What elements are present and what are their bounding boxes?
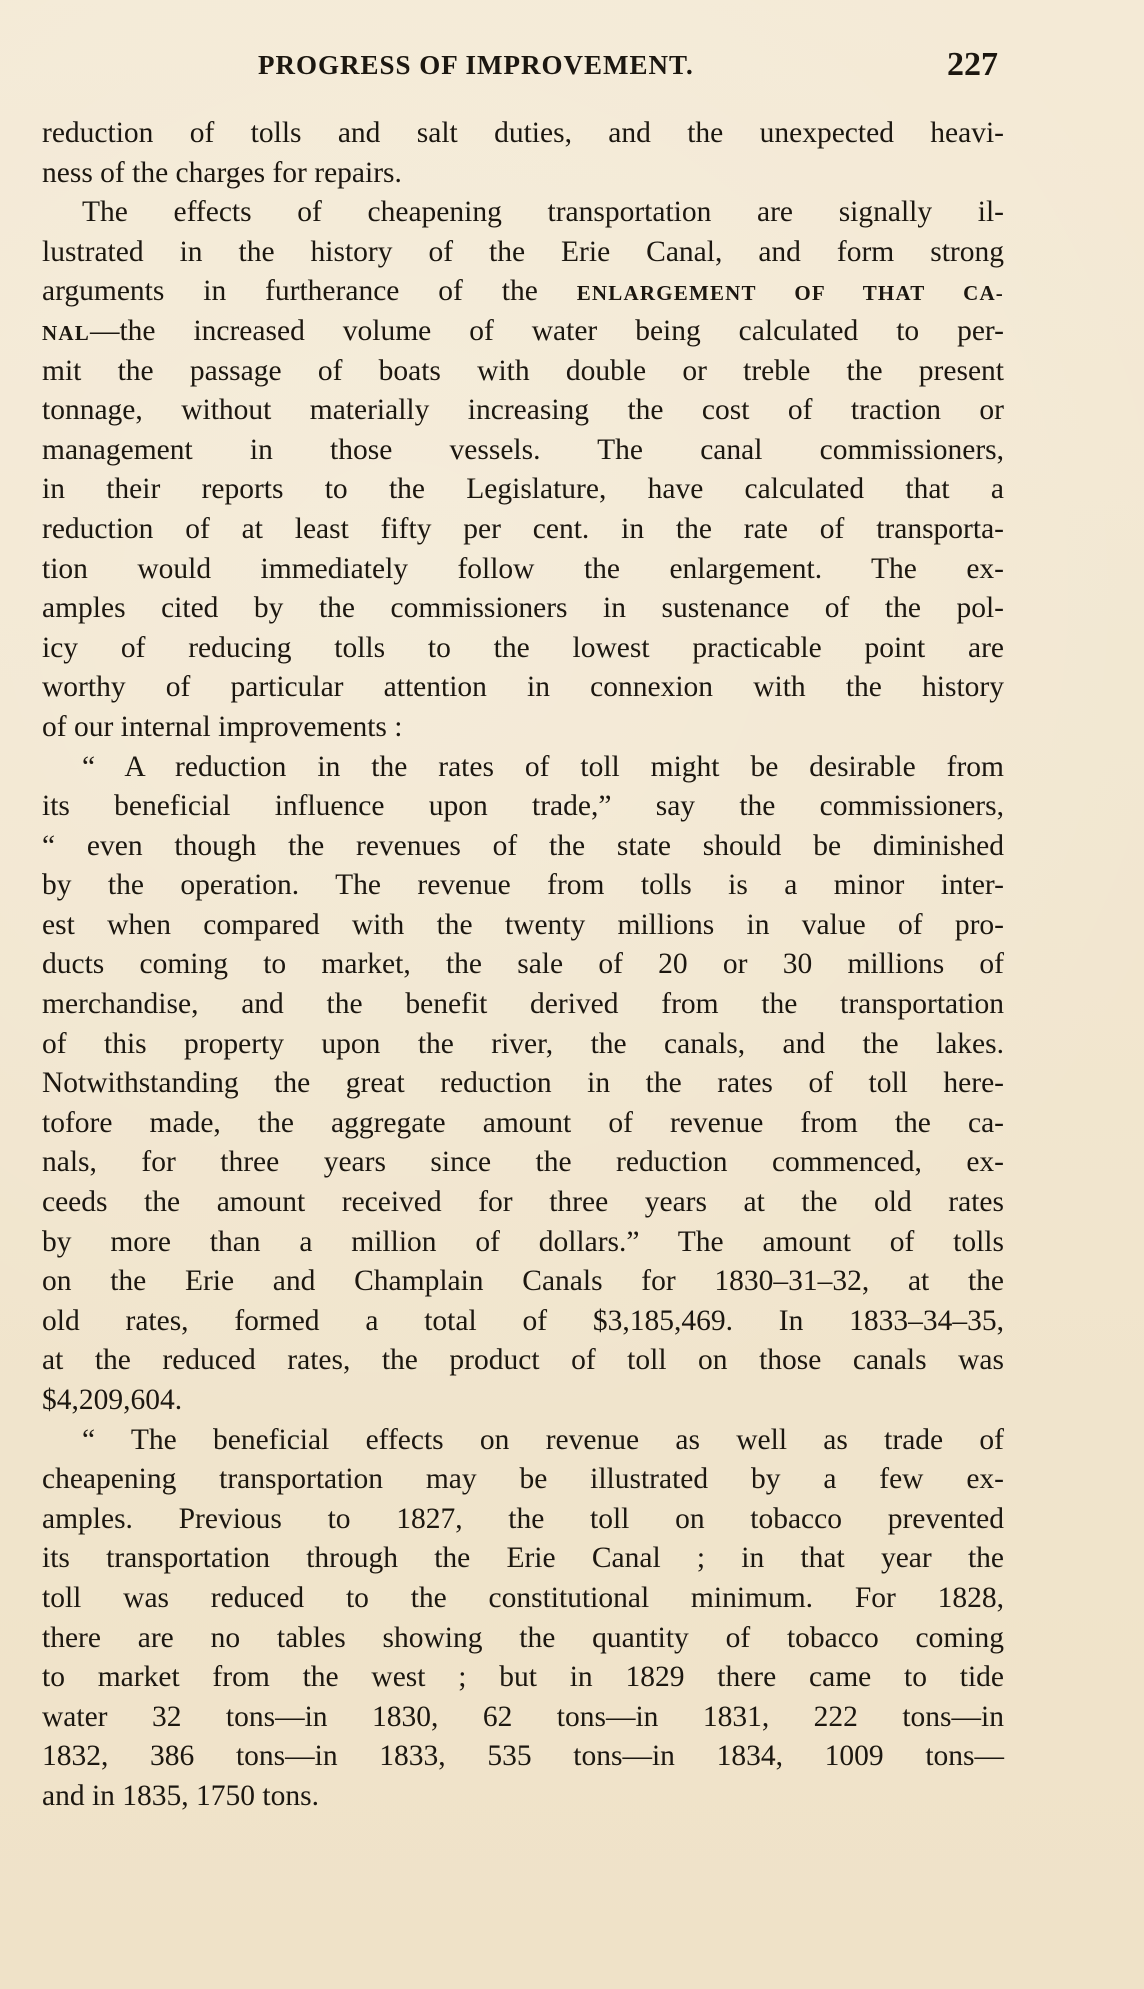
text-line: ducts coming to market, the sale of 20 or 30 millions of: [42, 948, 1004, 981]
paragraph-start-line: “ The beneficial effects on revenue as well as trade of: [82, 1423, 1004, 1456]
page-number: 227: [947, 46, 998, 83]
text-line: in their reports to the Legislature, have calculated that a: [42, 473, 1004, 506]
text-line: its beneficial influence upon trade,” say the commissioners,: [42, 790, 1004, 823]
text-line: tonnage, without materially increasing the cost of traction or: [42, 394, 1004, 427]
text-line: nals, for three years since the reduction commenced, ex-: [42, 1146, 1004, 1179]
text-line: to market from the west ; but in 1829 there came to tide: [42, 1661, 1004, 1694]
text-line: [42, 312, 1004, 352]
text-line: worthy of particular attention in connexion with the history: [42, 671, 1004, 704]
text-line: of our internal improvements :: [42, 710, 403, 743]
text-segment: —the increased volume of water being calculated to per-: [89, 314, 1004, 347]
page-header: [258, 46, 998, 90]
small-caps-phrase: ENLARGEMENT OF THAT CA-: [576, 281, 1004, 306]
text-line: amples cited by the commissioners in sustenance of the pol-: [42, 592, 1004, 625]
text-line: merchandise, and the benefit derived from the transportation: [42, 988, 1004, 1021]
text-line: reduction of tolls and salt duties, and the unexpected heavi-: [42, 117, 1004, 149]
text-line: lustrated in the history of the Erie Canal, and form strong: [42, 235, 1004, 268]
text-line: $4,209,604.: [42, 1384, 183, 1416]
body-text: [42, 114, 1004, 1817]
text-line: and in 1835, 1750 tons.: [42, 1779, 319, 1812]
text-line: Notwithstanding the great reduction in the rates of toll here-: [42, 1067, 1004, 1100]
text-line: amples. Previous to 1827, the toll on tobacco prevented: [42, 1502, 1004, 1535]
text-segment: arguments in furtherance of the: [42, 275, 577, 308]
text-line: est when compared with the twenty millions in value of pro-: [42, 908, 1004, 941]
text-line: tofore made, the aggregate amount of revenue from the ca-: [42, 1106, 1004, 1139]
text-line: ness of the charges for repairs.: [42, 156, 402, 189]
text-line: there are no tables showing the quantity of tobacco coming: [42, 1621, 1004, 1654]
text-line: reduction of at least fifty per cent. in the rate of transporta-: [42, 512, 1004, 545]
text-line: cheapening transportation may be illustrated by a few ex-: [42, 1463, 1004, 1496]
text-line: of this property upon the river, the canals, and the lakes.: [42, 1027, 1004, 1060]
text-line: by more than a million of dollars.” The amount of tolls: [42, 1225, 1004, 1258]
text-line: tion would immediately follow the enlargement. The ex-: [42, 552, 1004, 585]
text-line: old rates, formed a total of $3,185,469. In 1833–34–35,: [42, 1304, 1004, 1337]
paragraph-start-line: The effects of cheapening transportation are signally il-: [82, 196, 1004, 229]
paragraph-start-line: “ A reduction in the rates of toll might be desirable from: [82, 750, 1004, 783]
text-line: management in those vessels. The canal commissioners,: [42, 433, 1004, 466]
text-line: mit the passage of boats with double or treble the present: [42, 354, 1004, 387]
text-line: ceeds the amount received for three years at the old rates: [42, 1186, 1004, 1219]
text-line: on the Erie and Champlain Canals for 1830–31–32, at the: [42, 1265, 1004, 1298]
text-line: its transportation through the Erie Canal ; in that year the: [42, 1542, 1004, 1575]
text-line: [42, 272, 1004, 312]
text-line: “ even though the revenues of the state should be diminished: [42, 829, 1004, 862]
text-line: 1832, 386 tons—in 1833, 535 tons—in 1834, 1009 tons—: [42, 1740, 1004, 1773]
text-line: toll was reduced to the constitutional minimum. For 1828,: [42, 1581, 1004, 1614]
text-line: water 32 tons—in 1830, 62 tons—in 1831, 222 tons—in: [42, 1700, 1004, 1733]
small-caps-phrase: NAL: [42, 320, 90, 345]
text-line: at the reduced rates, the product of toll on those canals was: [42, 1344, 1004, 1377]
running-head: PROGRESS OF IMPROVEMENT.: [258, 50, 694, 80]
text-line: by the operation. The revenue from tolls is a minor inter-: [42, 869, 1004, 902]
text-line: icy of reducing tolls to the lowest practicable point are: [42, 631, 1004, 664]
